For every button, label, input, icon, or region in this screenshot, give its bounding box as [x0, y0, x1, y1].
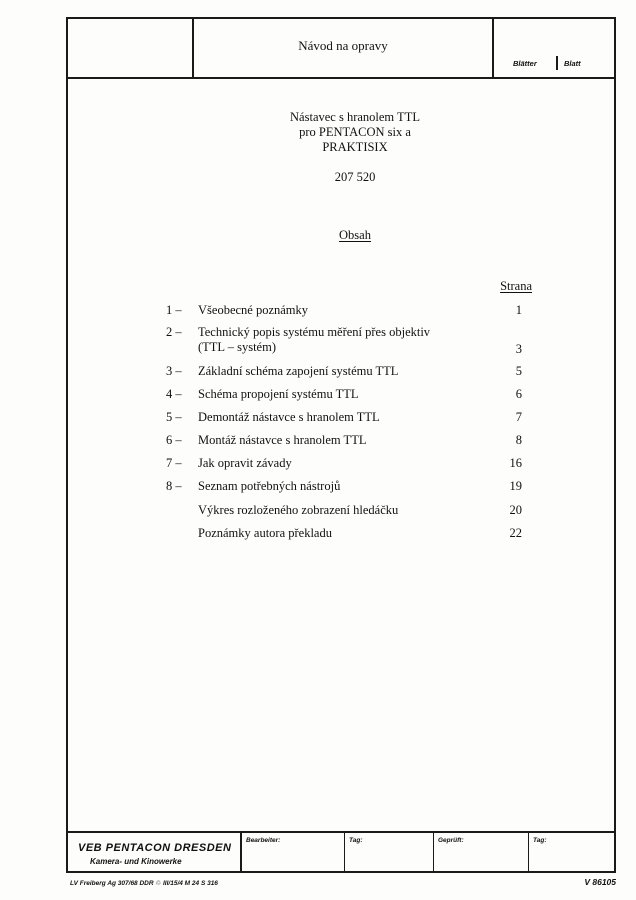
sheet-label-blaetter: Blätter — [513, 59, 537, 68]
toc-page: 8 — [515, 433, 522, 447]
toc-page: 22 — [509, 526, 522, 540]
title-line-1: Nástavec s hranolem TTL — [290, 110, 420, 124]
bearbeiter-cell — [242, 833, 344, 873]
tag-cell-2 — [529, 833, 614, 873]
toc-page: 20 — [509, 503, 522, 517]
contents-heading-text: Obsah — [339, 228, 371, 242]
toc-text: Montáž nástavce s hranolem TTL — [198, 433, 367, 447]
tag-label-1: Tag: — [349, 837, 363, 844]
contents-heading — [248, 227, 462, 243]
tag-cell-1 — [345, 833, 433, 873]
toc-number: 5 – — [166, 410, 182, 424]
page-column-label — [478, 278, 532, 294]
toc-number: 4 – — [166, 387, 182, 401]
part-number: 207 520 — [334, 170, 376, 184]
toc-text: Seznam potřebných nástrojů — [198, 479, 341, 493]
form-number: V 86105 — [584, 877, 616, 887]
print-info: LV Freiberg Ag 307/68 DDR ♲ III/15/4 M 24 S 316 — [70, 880, 218, 887]
sheet-label-blatt: Blatt — [564, 59, 581, 68]
toc-page: 19 — [509, 479, 522, 493]
toc-text: Technický popis systému měření přes objektiv — [198, 325, 431, 339]
bearbeiter-label: Bearbeiter: — [246, 837, 281, 844]
document-type: Návod na opravy — [298, 38, 388, 53]
company-cell — [68, 833, 242, 873]
form-frame — [66, 17, 616, 873]
company-subtitle: Kamera- und Kinowerke — [90, 857, 182, 866]
toc-page: 3 — [515, 342, 522, 356]
toc-number: 8 – — [166, 479, 182, 493]
toc-text: Poznámky autora překladu — [198, 526, 332, 540]
toc-text: Jak opravit závady — [198, 456, 292, 470]
toc-text: Demontáž nástavce s hranolem TTL — [198, 410, 380, 424]
toc-page: 6 — [515, 387, 522, 401]
tag-label-2: Tag: — [533, 837, 547, 844]
header-row — [68, 19, 614, 79]
toc-text: Výkres rozloženého zobrazení hledáčku — [198, 503, 399, 517]
toc-page: 1 — [515, 303, 522, 317]
toc-number: 3 – — [166, 364, 182, 378]
toc-number: 2 – — [166, 325, 182, 339]
toc-page: 5 — [515, 364, 522, 378]
toc-number: 7 – — [166, 456, 182, 470]
title-line-2: pro PENTACON six a — [299, 125, 411, 139]
title-line-3: PRAKTISIX — [322, 140, 388, 154]
sheet-separator — [556, 56, 558, 70]
toc-number: 1 – — [166, 303, 182, 317]
toc-text: Všeobecné poznámky — [198, 303, 309, 317]
toc-page: 16 — [509, 456, 522, 470]
toc-text: Základní schéma zapojení systému TTL — [198, 364, 399, 378]
geprueft-label: Geprüft: — [438, 837, 464, 844]
header-left-cell — [68, 19, 194, 77]
toc-text-continued: (TTL – systém) — [198, 340, 276, 354]
toc-number: 6 – — [166, 433, 182, 447]
sheet-number-cell — [494, 19, 614, 77]
toc-text: Schéma propojení systému TTL — [198, 387, 359, 401]
company-name: VEB PENTACON DRESDEN — [78, 842, 232, 854]
page-column-label-text: Strana — [500, 279, 532, 293]
geprueft-cell — [434, 833, 538, 873]
header-title-cell — [194, 19, 494, 77]
footer-row — [68, 831, 614, 873]
toc-page: 7 — [515, 410, 522, 424]
